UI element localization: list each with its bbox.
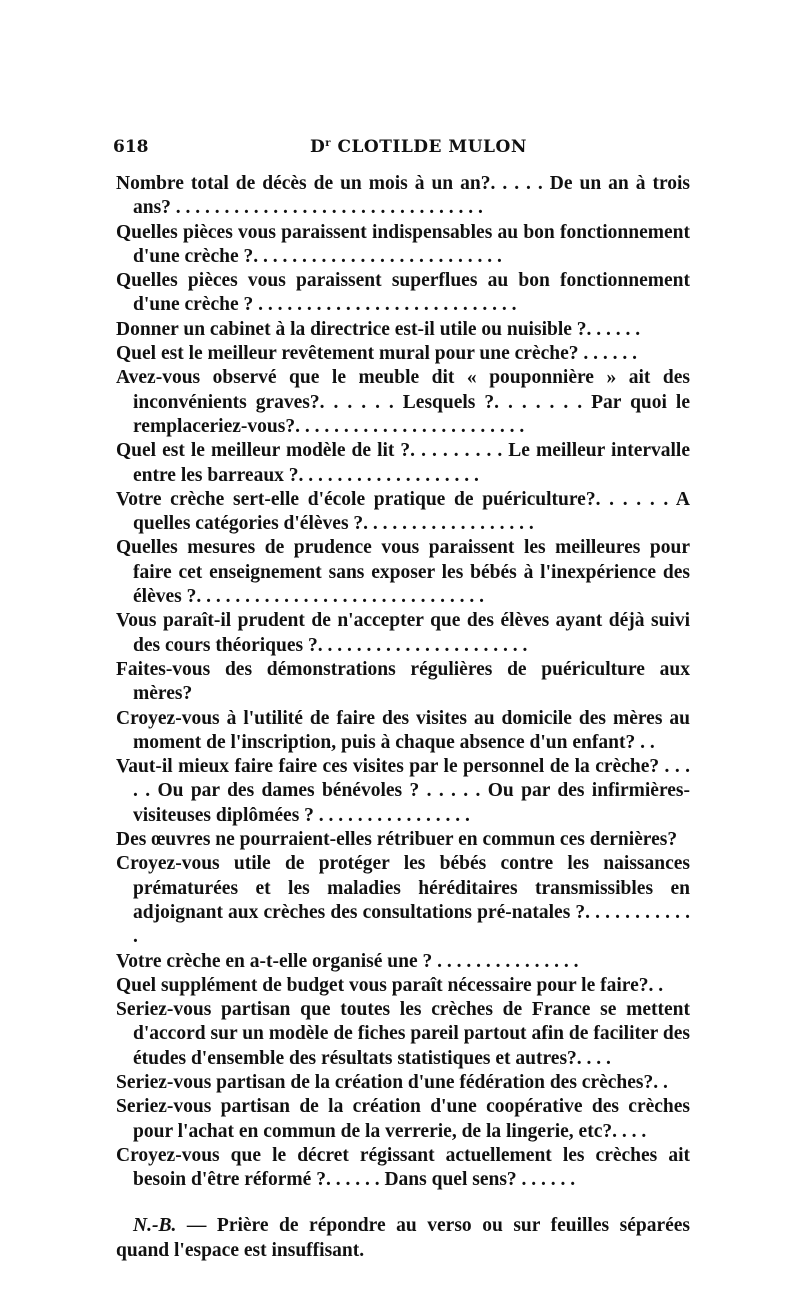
question-item: Quelles pièces vous paraissent indispensables au bon fonctionnement d'une crèche ?. . . . . . . . . . . . . . . . . . . . . . . . . .	[116, 221, 690, 267]
question-item: Des œuvres ne pourraient-elles rétribuer en commun ces dernières?	[116, 829, 678, 851]
question-item: Vaut-il mieux faire faire ces visites par le personnel de la crèche? . . . . . Ou par des dames bénévoles ? . . . . . Ou par des infirmières-visiteuses diplômées ? . . . . . . . . . . . . . . . .	[116, 756, 690, 826]
question-item: Avez-vous observé que le meuble dit « pouponnière » ait des inconvénients graves?. . . . . . Lesquels ?. . . . . . . Par quoi le remplaceriez-vous?. . . . . . . . . . . . . . . . . . . . . . . .	[116, 367, 690, 437]
question-item: Quelles mesures de prudence vous paraissent les meilleures pour faire cet enseignement sans exposer les bébés à l'inexpérience des élèves ?. . . . . . . . . . . . . . . . . . . . . . . . . . . . . .	[116, 537, 690, 608]
question-item: Croyez-vous à l'utilité de faire des visites au domicile des mères au moment de l'inscription, puis à chaque absence d'un enfant? . .	[116, 707, 690, 753]
question-item: Nombre total de décès de un mois à un an?. . . . . De un an à trois ans? . . . . . . . . . . . . . . . . . . . . . . . . . . . . . . . .	[116, 173, 690, 219]
question-item: Faites-vous des démonstrations régulières de puériculture aux mères?	[116, 658, 690, 705]
footnote	[116, 1214, 690, 1263]
question-item: Quelles pièces vous paraissent superflues au bon fonctionnement d'une crèche ? . . . . . . . . . . . . . . . . . . . . . . . . . . .	[116, 270, 690, 316]
question-item: Seriez-vous partisan que toutes les crèches de France se mettent d'accord sur un modèle de fiches pareil partout afin de faciliter des études d'ensemble des résultats statistiques et autres?. . . .	[116, 999, 690, 1069]
question-item: Votre crèche en a-t-elle organisé une ? . . . . . . . . . . . . . . .	[116, 950, 579, 972]
page-number: 618	[113, 137, 149, 157]
running-head-prefix: D	[310, 137, 326, 157]
running-head-sup: r	[325, 138, 332, 149]
question-item: Quel supplément de budget vous paraît nécessaire pour le faire?. .	[116, 974, 664, 996]
question-item: Seriez-vous partisan de la création d'une fédération des crèches?. .	[116, 1071, 668, 1093]
question-item: Vous paraît-il prudent de n'accepter que des élèves ayant déjà suivi des cours théoriques ?. . . . . . . . . . . . . . . . . . . . . .	[116, 610, 690, 656]
running-head-name: CLOTILDE MULON	[337, 137, 527, 157]
question-item: Croyez-vous utile de protéger les bébés contre les naissances prématurées et les maladies héréditaires transmissibles en adjoignant aux crèches des consultations pré-natales ?. . . . . . . . . . . .	[116, 853, 690, 948]
footnote-text: — Prière de répondre au verso ou sur feuilles séparées quand l'espace est insuffisant.	[116, 1215, 690, 1261]
question-item: Votre crèche sert-elle d'école pratique de puériculture?. . . . . . A quelles catégories d'élèves ?. . . . . . . . . . . . . . . . . .	[116, 488, 690, 535]
footnote-label: N.-B.	[133, 1215, 177, 1237]
running-head	[310, 137, 527, 157]
question-item: Quel est le meilleur modèle de lit ?. . . . . . . . . Le meilleur intervalle entre les barreaux ?. . . . . . . . . . . . . . . . . . .	[116, 440, 690, 486]
question-item: Seriez-vous partisan de la création d'une coopérative des crèches pour l'achat en commun de la verrerie, de la lingerie, etc?. . . .	[116, 1096, 690, 1142]
questionnaire	[116, 172, 690, 1263]
question-item: Croyez-vous que le décret régissant actuellement les crèches ait besoin d'être réformé ?. . . . . . Dans quel sens? . . . . . .	[116, 1144, 690, 1191]
question-item: Quel est le meilleur revêtement mural pour une crèche? . . . . . .	[116, 343, 637, 365]
question-item: Donner un cabinet à la directrice est-il utile ou nuisible ?. . . . . .	[116, 318, 641, 340]
